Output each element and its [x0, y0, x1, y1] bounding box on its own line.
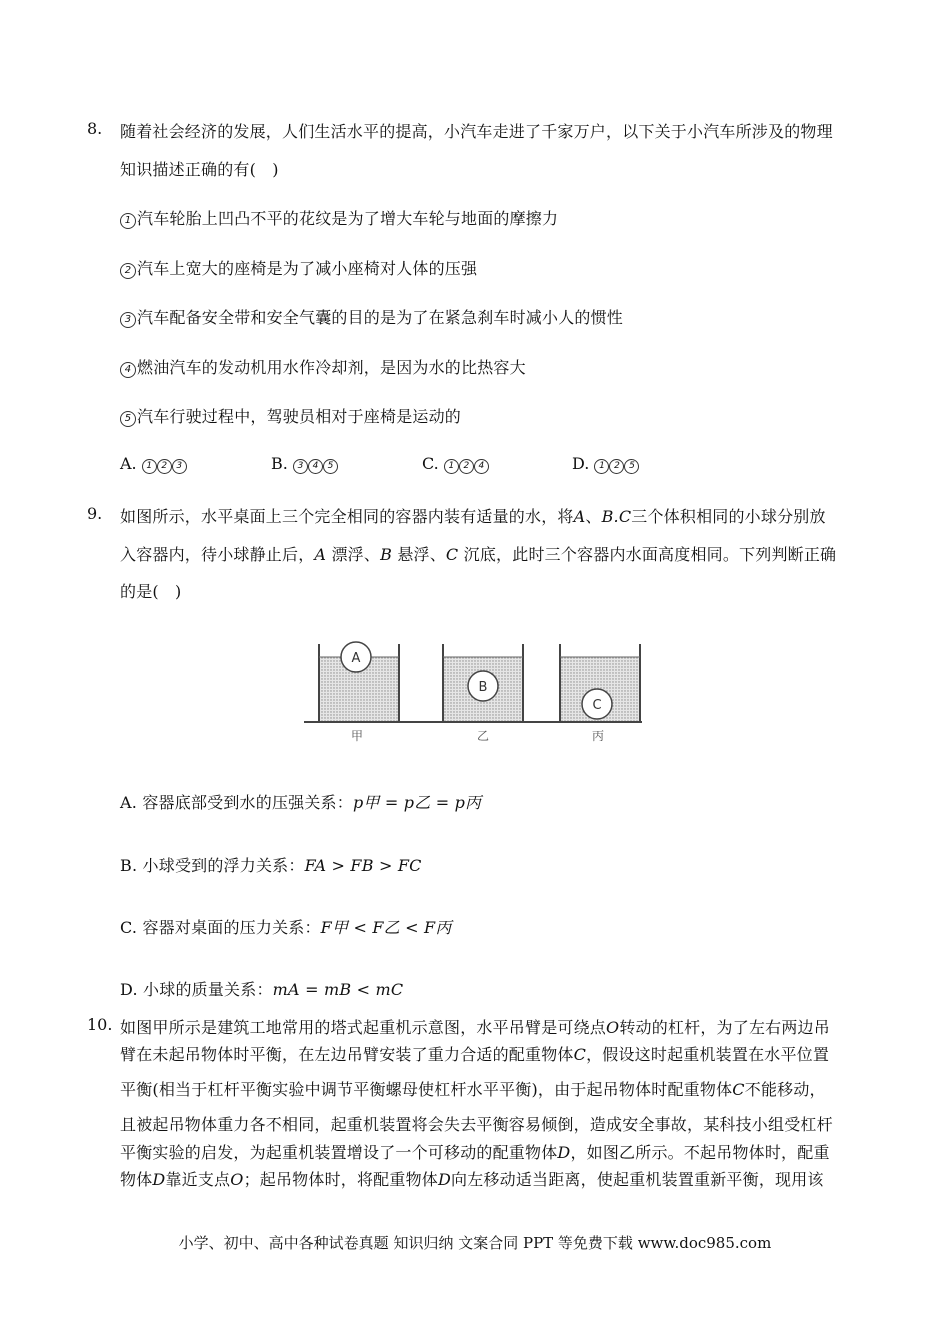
text-run: 臂在未起吊物体时平衡，在左边吊臂安装了重力合适的配重物体 — [120, 1045, 574, 1064]
q10-line6 — [120, 1167, 824, 1190]
page-footer: 小学、初中、高中各种试卷真题 知识归纳 文案合同 PPT 等免费下载 www.doc985.com — [178, 1234, 772, 1252]
circled-number: 3 — [293, 459, 308, 474]
formula: FA > FB > FC — [304, 856, 422, 875]
var-o: O — [230, 1170, 244, 1189]
q8-item-3-text: 汽车配备安全带和安全气囊的目的是为了在紧急刹车时减小人的惯性 — [137, 308, 624, 327]
container-bing — [560, 644, 640, 722]
text-run: 平衡(相当于杠杆平衡实验中调节平衡螺母使杠杆水平平衡)，由于起吊物体时配重物体 — [120, 1080, 733, 1099]
q10-line5 — [120, 1140, 830, 1163]
q9-option-b[interactable] — [120, 853, 422, 876]
circled-number: 1 — [594, 459, 609, 474]
var-d: D — [437, 1170, 452, 1189]
label-yi: 乙 — [476, 729, 490, 743]
q8-item-4-text: 燃油汽车的发动机用水作冷却剂，是因为水的比热容大 — [137, 358, 526, 377]
var-b: B — [380, 545, 393, 564]
var-a: A — [573, 507, 586, 526]
circled-number: 4 — [474, 459, 489, 474]
q8-item-5-text: 汽车行驶过程中，驾驶员相对于座椅是运动的 — [137, 407, 462, 426]
q9-option-c[interactable] — [120, 915, 452, 938]
q8-item-4 — [120, 355, 526, 378]
formula: p甲 = p乙 = p丙 — [352, 793, 482, 812]
circled-number: 4 — [120, 362, 136, 378]
text-run: 物体 — [120, 1170, 153, 1189]
text-run: 三个体积相同的小球分别放 — [631, 507, 826, 526]
q10-line4: 且被起吊物体重力各不相同，起重机装置将会失去平衡容易倾倒，造成安全事故，某科技小组受杠杆 — [120, 1115, 833, 1134]
option-label: D. — [572, 454, 590, 473]
option-text: 容器对桌面的压力关系： — [142, 918, 321, 937]
text-run: 转动的杠杆，为了左右两边吊 — [619, 1018, 830, 1037]
text-run: ；起吊物体时，将配重物体 — [243, 1170, 438, 1189]
circled-number: 2 — [157, 459, 172, 474]
q8-option-c[interactable] — [422, 454, 489, 474]
q8-item-2-text: 汽车上宽大的座椅是为了减小座椅对人体的压强 — [137, 259, 478, 278]
var-c: C — [445, 545, 459, 564]
q10-line1 — [120, 1015, 830, 1038]
text-run: 向左移动适当距离，使起重机装置重新平衡，现用该 — [451, 1170, 824, 1189]
q9-stem-line1 — [120, 504, 826, 527]
label-bing: 丙 — [591, 729, 605, 743]
ball-a-label: A — [351, 651, 361, 666]
q8-item-5 — [120, 404, 461, 427]
formula: mA = mB < mC — [272, 980, 404, 999]
circled-number: 5 — [120, 411, 136, 427]
container-jia — [319, 642, 399, 722]
q10-line3 — [120, 1077, 826, 1100]
circled-number: 2 — [120, 263, 136, 279]
circled-number: 1 — [444, 459, 459, 474]
var-c: C — [573, 1045, 587, 1064]
q8-item-3 — [120, 305, 623, 328]
circled-number: 5 — [624, 459, 639, 474]
var-d: D — [152, 1170, 166, 1189]
q8-stem-line1: 随着社会经济的发展，人们生活水平的提高，小汽车走进了千家万户，以下关于小汽车所涉及的物理 — [120, 122, 833, 141]
text-run: 靠近支点 — [165, 1170, 231, 1189]
option-label: B. — [271, 454, 288, 473]
text-run: ，假设这时起重机装置在水平位置 — [586, 1045, 830, 1064]
q8-option-a[interactable] — [120, 454, 187, 474]
text-run: 漂浮、 — [326, 545, 381, 564]
circled-number: 1 — [142, 459, 157, 474]
q9-option-a[interactable] — [120, 790, 481, 813]
formula: F甲 < F乙 < F丙 — [320, 918, 452, 937]
label-jia: 甲 — [350, 729, 364, 743]
var-c: C — [732, 1080, 745, 1099]
q8-item-1-text: 汽车轮胎上凹凸不平的花纹是为了增大车轮与地面的摩擦力 — [137, 209, 559, 228]
q10-number: 10. — [87, 1015, 113, 1034]
q8-number: 8. — [87, 119, 103, 138]
ball-b-label: B — [478, 680, 488, 695]
option-label: B. — [120, 856, 138, 875]
q8-option-b[interactable] — [271, 454, 338, 474]
option-label: D. — [120, 980, 138, 999]
var-a: A — [314, 545, 327, 564]
q9-stem-line3: 的是( ) — [120, 582, 182, 601]
circled-number: 4 — [308, 459, 323, 474]
var-o: O — [606, 1018, 620, 1037]
q9-number: 9. — [87, 504, 103, 523]
text-run: 悬浮、 — [392, 545, 446, 564]
option-label: C. — [120, 918, 138, 937]
option-text: 小球受到的浮力关系： — [142, 856, 305, 875]
option-label: A. — [120, 793, 138, 812]
text-run: 平衡实验的启发，为起重机装置增设了一个可移动的配重物体 — [120, 1143, 558, 1162]
circled-number: 3 — [120, 312, 136, 328]
option-text: 小球的质量关系： — [143, 980, 273, 999]
option-label: C. — [422, 454, 439, 473]
q9-stem-line2 — [120, 542, 836, 565]
circled-number: 2 — [459, 459, 474, 474]
text-run: 如图所示，水平桌面上三个完全相同的容器内装有适量的水，将 — [120, 507, 574, 526]
text-run: ，如图乙所示。不起吊物体时，配重 — [570, 1143, 830, 1162]
ball-c-label: C — [592, 698, 602, 713]
q10-line2 — [120, 1042, 829, 1065]
var-d: D — [557, 1143, 571, 1162]
containers-figure — [300, 630, 650, 748]
option-text: 容器底部受到水的压强关系： — [142, 793, 353, 812]
text-run: 入容器内，待小球静止后， — [120, 545, 315, 564]
var-bc: B.C — [601, 507, 632, 526]
q8-option-d[interactable] — [572, 454, 639, 474]
q9-option-d[interactable] — [120, 977, 403, 1000]
text-run: 沉底，此时三个容器内水面高度相同。下列判断正确 — [458, 545, 837, 564]
text-run: 如图甲所示是建筑工地常用的塔式起重机示意图，水平吊臂是可绕点 — [120, 1018, 607, 1037]
q8-item-1 — [120, 206, 558, 229]
circled-number: 5 — [323, 459, 338, 474]
circled-number: 3 — [172, 459, 187, 474]
text-run: 、 — [585, 507, 602, 526]
text-run: 不能移动， — [744, 1080, 826, 1099]
circled-number: 2 — [609, 459, 624, 474]
container-yi — [443, 644, 523, 722]
option-label: A. — [120, 454, 137, 473]
q8-item-2 — [120, 256, 477, 279]
q8-stem-line2: 知识描述正确的有( ) — [120, 160, 279, 179]
circled-number: 1 — [120, 213, 136, 229]
